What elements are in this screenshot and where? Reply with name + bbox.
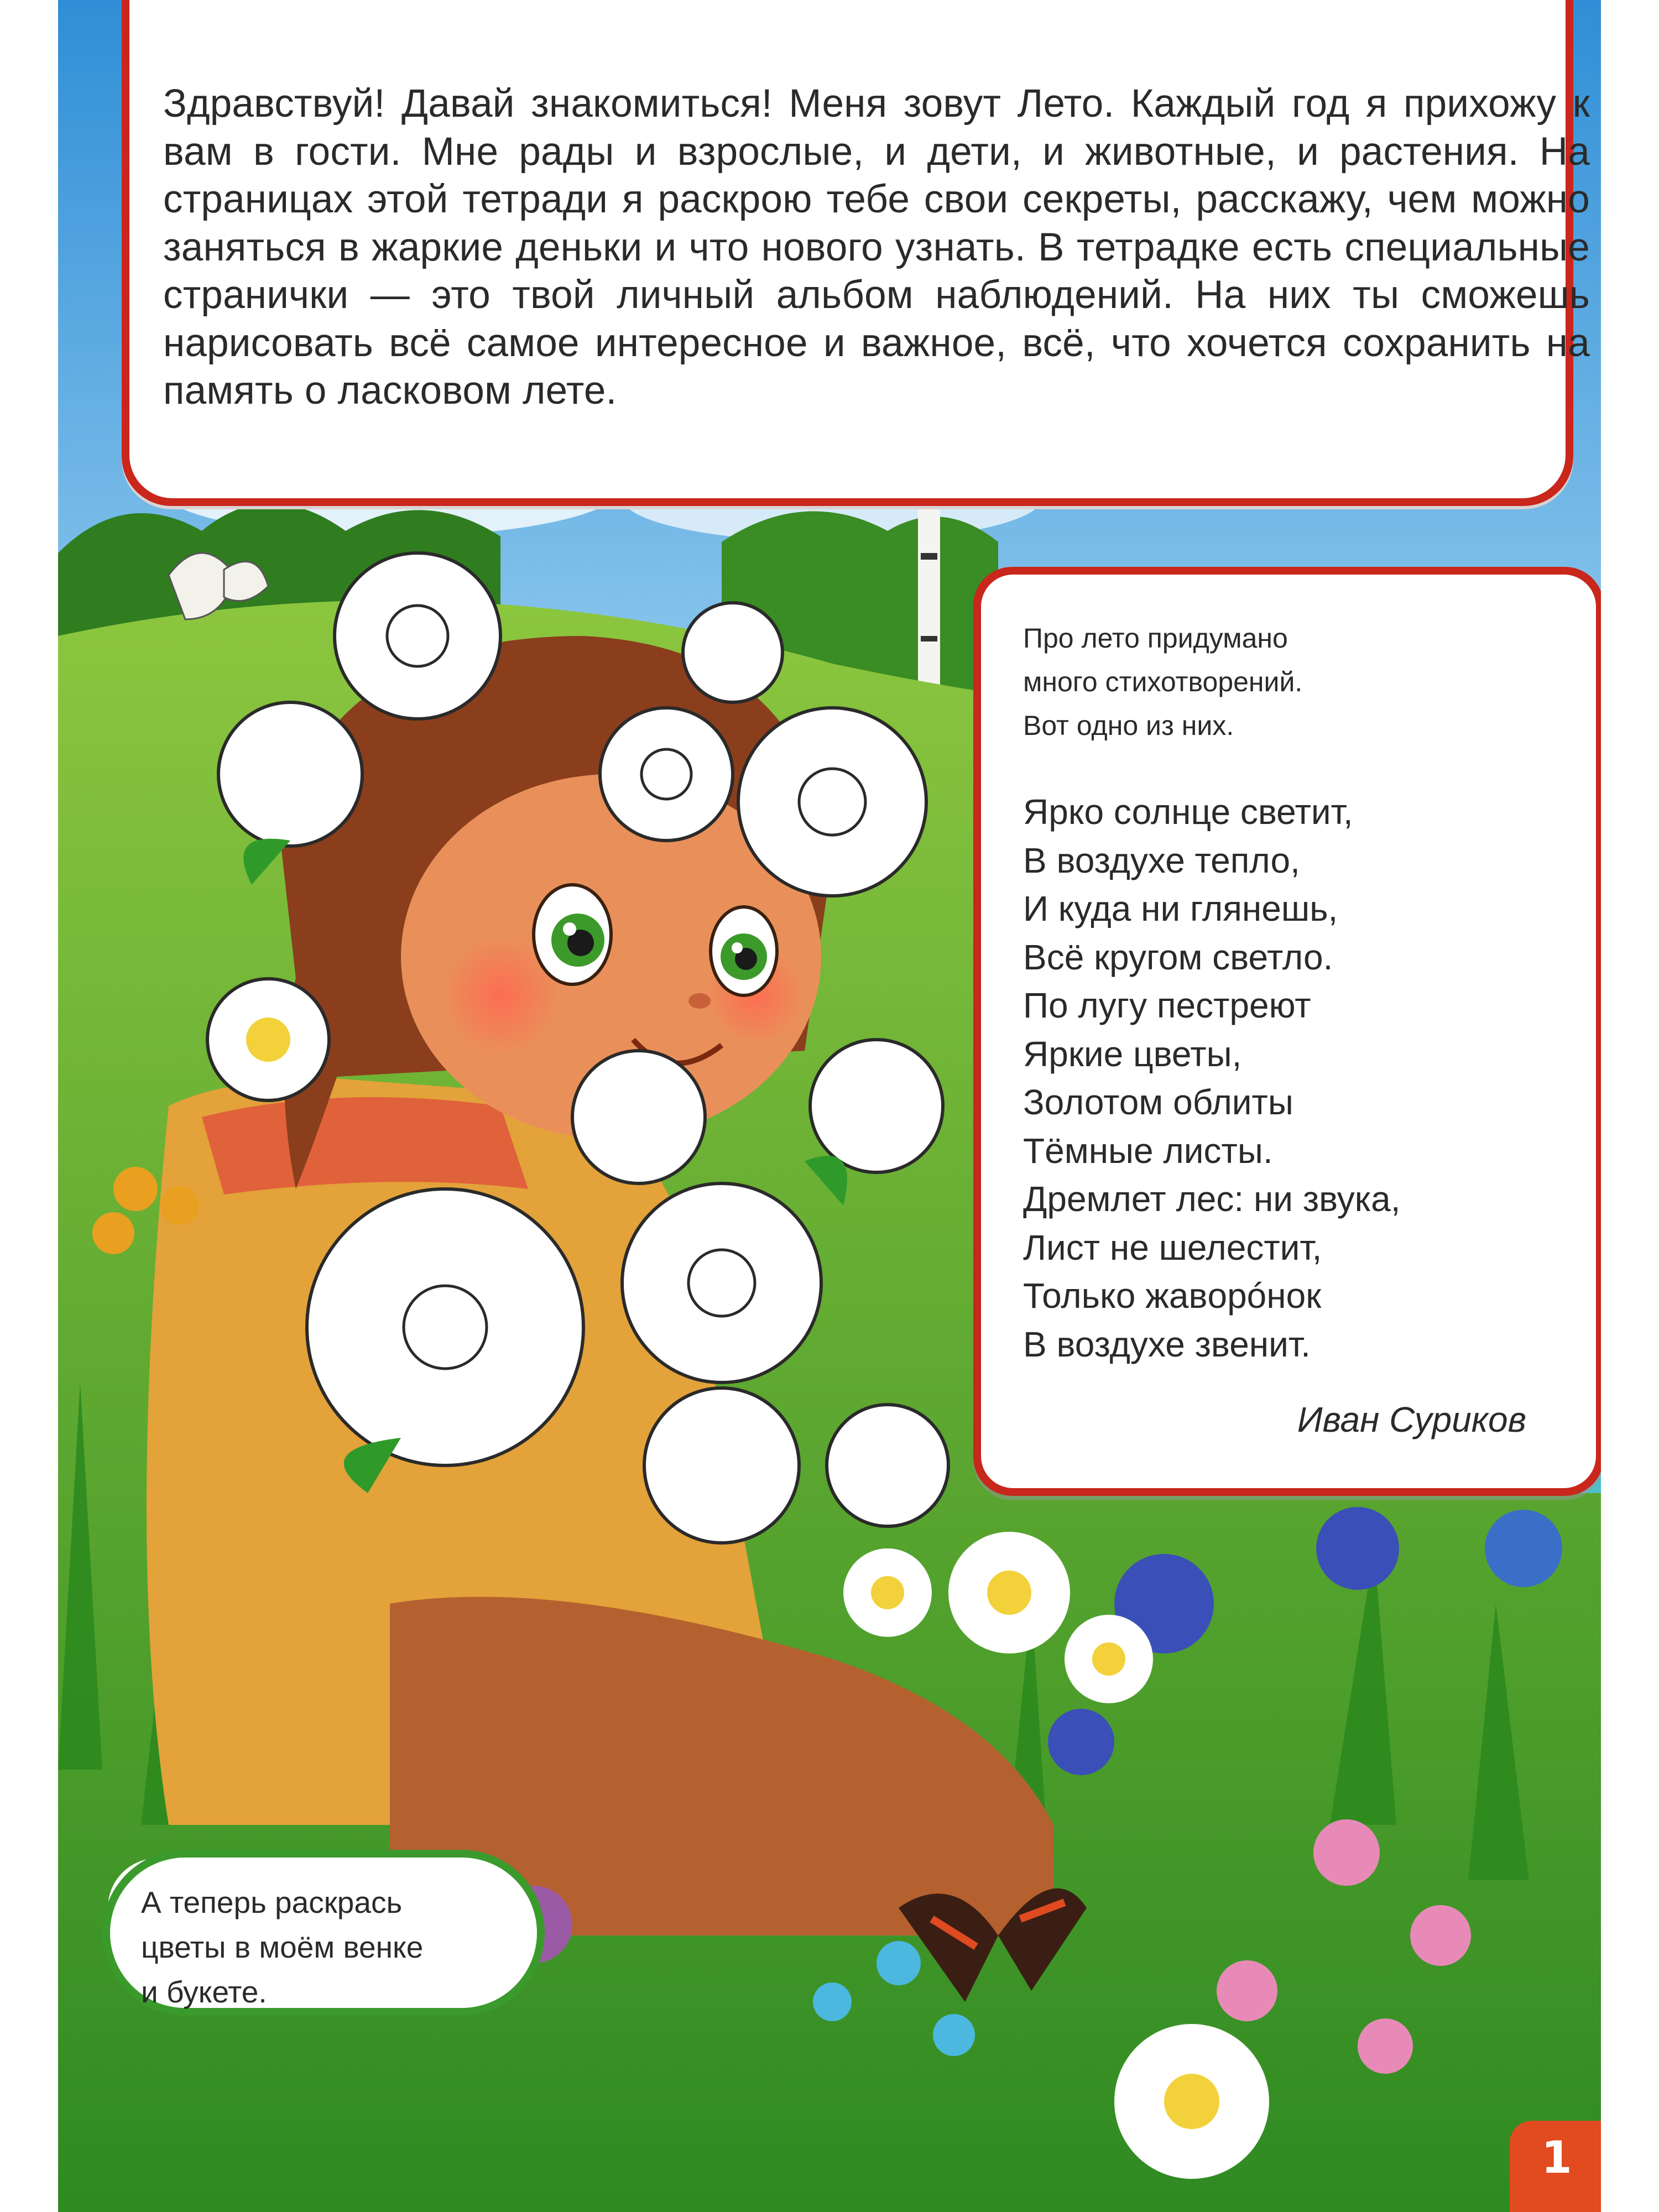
poem-line: И куда ни глянешь,: [1023, 889, 1338, 928]
poem-line: Золотом облиты: [1023, 1082, 1293, 1122]
poem-line: Всё кругом светло.: [1023, 937, 1333, 977]
instruction-line: и букете.: [141, 1975, 267, 2009]
poem-line: В воздухе тепло,: [1023, 840, 1300, 880]
poem-intro-line: Вот одно из них.: [1023, 710, 1234, 741]
poem-author: Иван Суриков: [1297, 1400, 1526, 1439]
poem-intro-line: много стихотворений.: [1023, 666, 1303, 697]
poem-body: [1023, 788, 1576, 1369]
poem-line: По лугу пестреют: [1023, 985, 1311, 1025]
instruction-line: цветы в моём венке: [141, 1930, 424, 1964]
poem-introduction: [1023, 617, 1554, 748]
poem-line: Ярко солнце светит,: [1023, 792, 1353, 832]
page-number: 1: [1541, 2132, 1572, 2183]
poem-line: Яркие цветы,: [1023, 1034, 1242, 1074]
poem-line: Только жавoрóнок: [1023, 1276, 1322, 1316]
poem-intro-line: Про лето придумано: [1023, 623, 1288, 654]
instruction-line: А теперь раскрась: [141, 1885, 403, 1919]
poem-line: Тёмные листы.: [1023, 1130, 1273, 1171]
poem-line: Дремлет лес: ни звука,: [1023, 1179, 1401, 1219]
poem-line: Лист не шелестит,: [1023, 1227, 1322, 1267]
intro-paragraph: Здравствуй! Давай знакомиться! Меня зовут Лето. Каждый год я прихожу к вам в гости. Мне рады и взрослые, и дети, и животные, и растения. На страницах этой тетради я раскрою тебе свои секреты, расскажу, чем можно заняться в жаркие деньки и что нового узнать. В тетрадке есть специальные странички — это твой личный альбом наблюдений. На них ты сможешь нарисовать всё самое интересное и важное, всё, что хочется сохранить на память о ласковом лете.: [163, 82, 1590, 413]
workbook-page: [58, 0, 1601, 2212]
poem-line: В воздухе звенит.: [1023, 1324, 1311, 1364]
coloring-instruction: [141, 1880, 539, 2015]
